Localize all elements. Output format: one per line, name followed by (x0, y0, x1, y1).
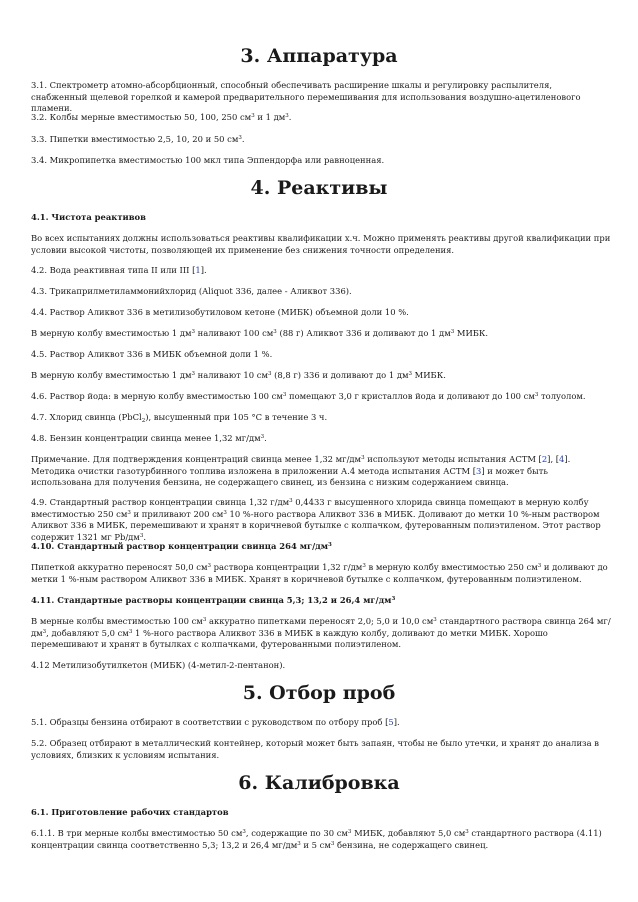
paragraph-4-5: 4.5. Раствор Аликвот 336 в МИБК объемной доли 1 %. (31, 349, 273, 359)
paragraph-4-9: 4.9. Стандартный раствор концентрации свинца 1,32 $г/дм^3$ 0,4433 г высушенного хлорида свинца помещают в мерную колбу вместимостью 250 $см^3$ и приливают 200 $см^3$ 10 %-ного раствора Аликвот 336 в МИБК. Доливают до метки 10 %-ным раствором Аликвот 336 в МИБК, перемешивают и хранят в коричневой бутылке с колпачком, футерованным полиэтиленом. Этот раствор содержит 1321 мг $Pb/дм^3$. (31, 497, 601, 543)
paragraph-3-3: 3.3. Пипетки вместимостью 2,5, 10, 20 и 50 $см^3$. (31, 134, 245, 144)
reference-link-5[interactable]: 5 (388, 717, 394, 727)
paragraph-4-2: 4.2. Вода реактивная типа II или III [1]. (31, 265, 207, 275)
paragraph-5-2: 5.2. Образец отбирают в металлический контейнер, который может быть запаян, чтобы не было утечки, и хранят до анализа в условиях, близких к условиям испытания. (31, 738, 599, 760)
paragraph-4-4-b: В мерную колбу вместимостью 1 $дм^3$ наливают 100 $см^3$ (88 г) Аликвот 336 и доливают до 1 $дм^3$ МИБК. (31, 328, 489, 338)
heading-6-1: 6.1. Приготовление рабочих стандартов (31, 807, 229, 817)
paragraph-5-1: 5.1. Образцы бензина отбирают в соответствии с руководством по отбору проб [5]. (31, 717, 400, 727)
paragraph-6-1-1: 6.1.1. В три мерные колбы вместимостью 50 $см^3$, содержащие по 30 $см^3$ МИБК, добавляют 5,0 $см^3$ стандартного раствора (4.11) концентрации свинца соответственно 5,3; 13,2 и 26,4 $мг/дм^3$ и 5 $см^3$ бензина, не содержащего свинец. (31, 828, 602, 850)
paragraph-4-4: 4.4. Раствор Аликвот 336 в метилизобутиловом кетоне (МИБК) объемной доли 10 %. (31, 307, 409, 317)
paragraph-4-8-note: Примечание. Для подтверждения концентраций свинца менее 1,32 $мг/дм^3$ используют методы испытания АСТМ [2], [4]. Методика очистки газотурбинного топлива изложена в приложении А.4 метода испытания АСТМ [3] и может быть использована для получения бензина, не содержащего свинец, из бензина с низким содержанием свинца. (31, 454, 571, 488)
paragraph-4-7: 4.7. Хлорид свинца (PbCl$_2$), высушенный при 105 °С в течение 3 ч. (31, 412, 328, 424)
reference-link-2[interactable]: 2 (541, 454, 548, 464)
section-5-title: 5. Отбор проб (242, 682, 396, 704)
paragraph-3-1: 3.1. Спектрометр атомно-абсорбционный, способный обеспечивать расширение шкалы и регулировку распылителя, снабженный щелевой горелкой и камерой предварительного перемешивания для использования воздушно-ацетиленового пламени. (31, 80, 581, 114)
heading-4-10: 4.10. Стандартный раствор концентрации свинца 264 $мг/дм^3$ (31, 541, 332, 551)
paragraph-3-2: 3.2. Колбы мерные вместимостью 50, 100, 250 $см^3$ и 1 $дм^3$. (31, 112, 292, 122)
reference-link-1[interactable]: 1 (195, 265, 201, 275)
paragraph-4-10: Пипеткой аккуратно переносят 50,0 $см^3$ раствора концентрации 1,32 $г/дм^3$ в мерную колбу вместимостью 250 $см^3$ и доливают до метки 1 %-ным раствором Аликвот 336 в МИБК. Хранят в коричневой бутылке с колпачком, футерованным полиэтиленом. (31, 562, 608, 584)
reference-link-4[interactable]: 4 (559, 454, 565, 464)
paragraph-4-8: 4.8. Бензин концентрации свинца менее 1,32 $мг/дм^3$. (31, 433, 267, 443)
paragraph-3-4: 3.4. Микропипетка вместимостью 100 мкл типа Эппендорфа или равноценная. (31, 155, 385, 165)
reference-link-3[interactable]: 3 (475, 465, 482, 476)
heading-4-11: 4.11. Стандартные растворы концентрации свинца 5,3; 13,2 и 26,4 $мг/дм^3$ (31, 595, 396, 605)
paragraph-4-12: 4.12 Метилизобутилкетон (МИБК) (4-метил-2-пентанон). (31, 660, 286, 670)
section-4-title: 4. Реактивы (250, 177, 388, 199)
paragraph-4-3: 4.3. Трикаприлметиламмонийхлорид (Aliquot 336, далее - Аликвот 336). (31, 286, 352, 296)
section-6-title: 6. Калибровка (238, 772, 400, 794)
paragraph-4-6: 4.6. Раствор йода: в мерную колбу вместимостью 100 $см^3$ помещают 3,0 г кристаллов йода и доливают до 100 $см^3$ толуолом. (31, 391, 586, 401)
section-3-title: 3. Аппаратура (240, 45, 398, 67)
heading-4-1: 4.1. Чистота реактивов (31, 212, 146, 222)
paragraph-4-1: Во всех испытаниях должны использоваться реактивы квалификации х.ч. Можно применять реактивы другой квалификации при условии высокой чистоты, позволяющей их применение без снижения точности определения. (31, 233, 611, 255)
paragraph-4-11: В мерные колбы вместимостью 100 $см^3$ аккуратно пипетками переносят 2,0; 5,0 и 10,0 $см^3$ стандартного раствора свинца 264 $мг/дм^3$, добавляют 5,0 $см^3$ 1 %-ного раствора Аликвот 336 в МИБК в каждую колбу, доливают до метки МИБК. Хорошо перемешивают и хранят в бутылках с колпачками, футерованными полиэтиленом. (31, 616, 611, 650)
paragraph-4-5-b: В мерную колбу вместимостью 1 $дм^3$ наливают 10 $см^3$ (8,8 г) 336 и доливают до 1 $дм^3$ МИБК. (31, 370, 446, 380)
